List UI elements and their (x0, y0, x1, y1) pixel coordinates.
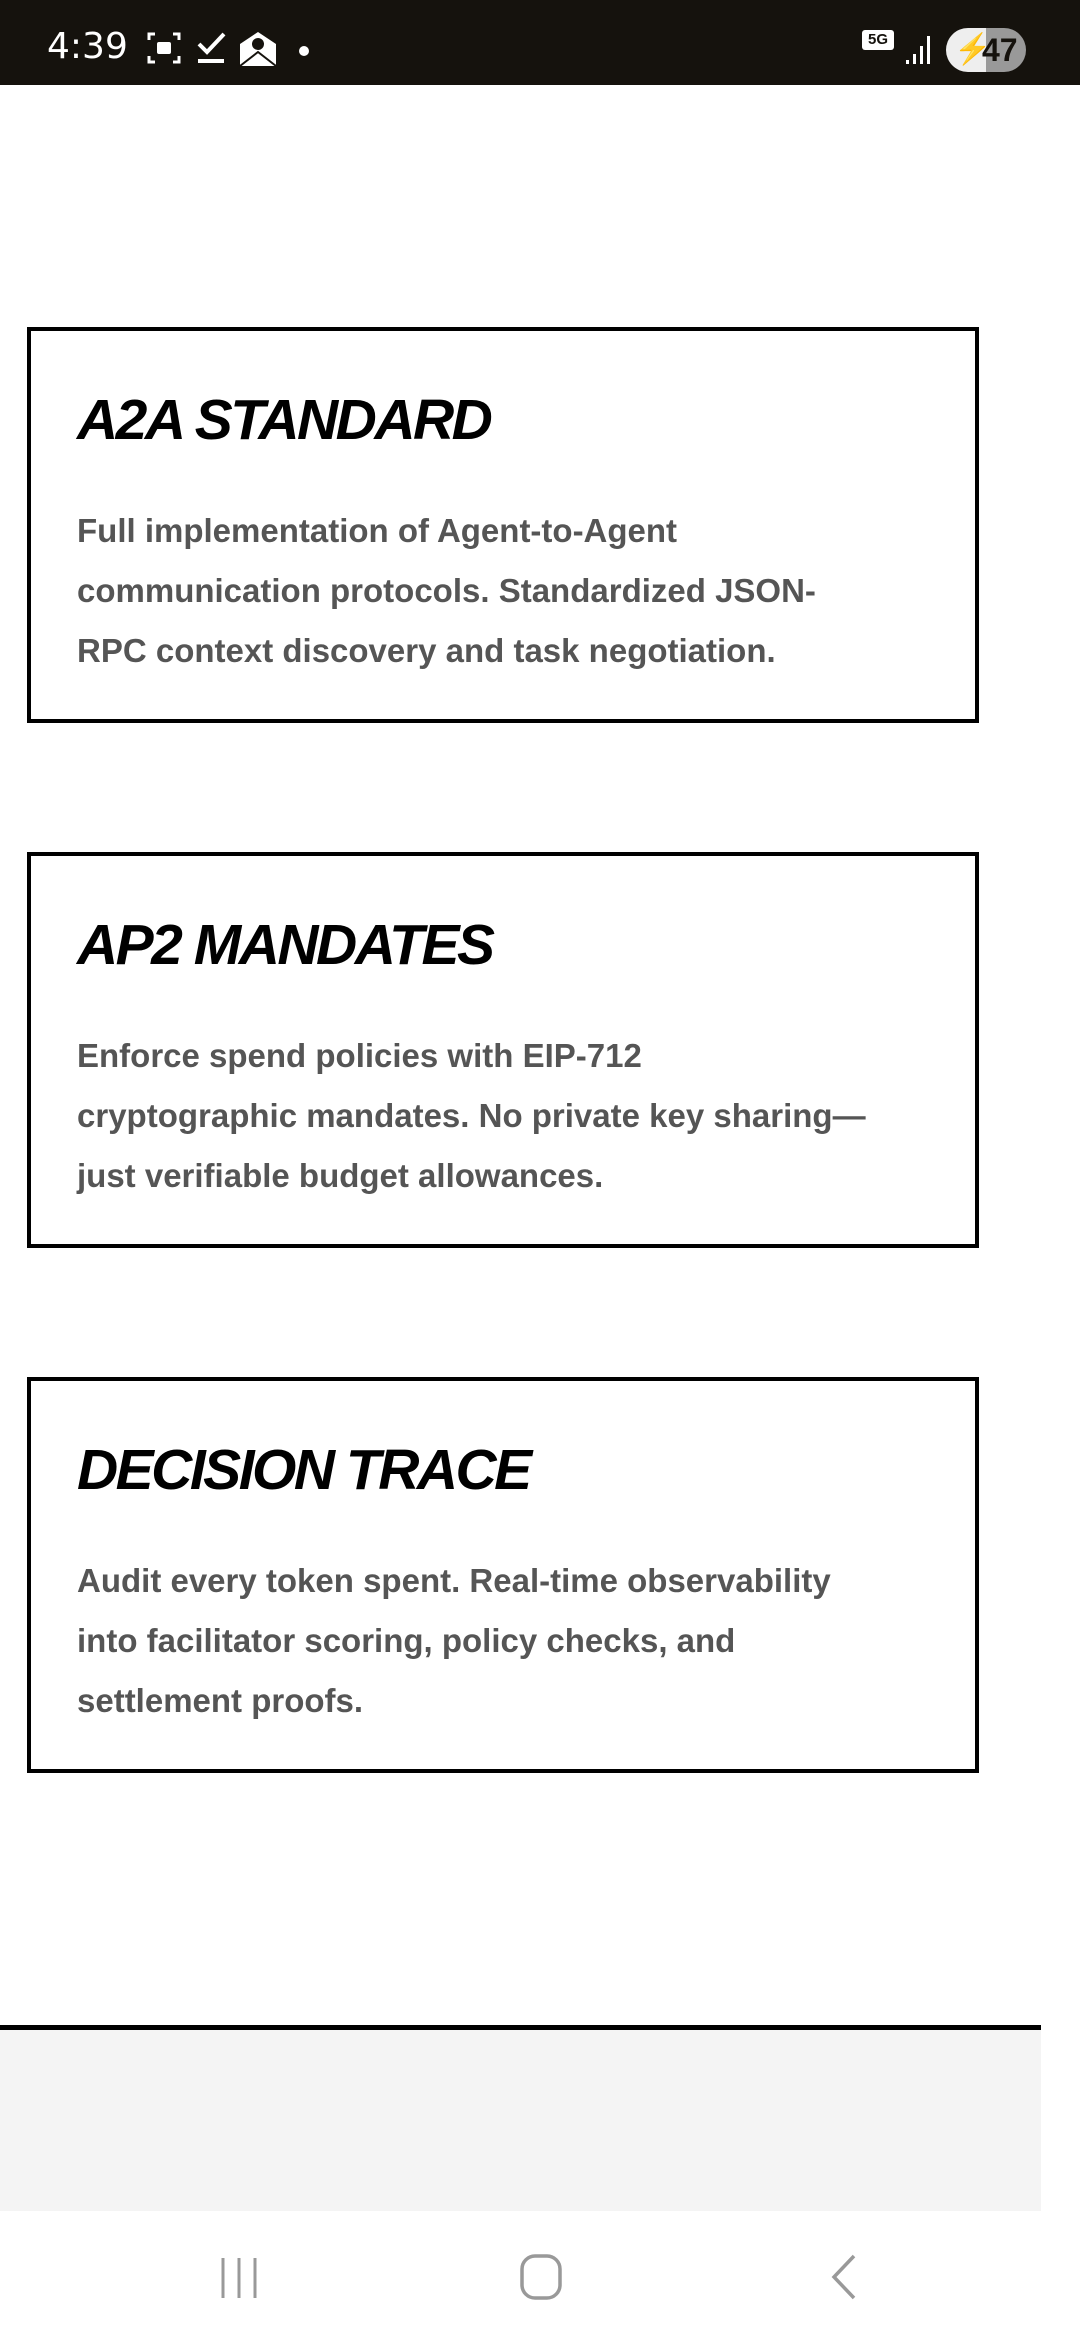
feature-card-a2a (27, 327, 979, 723)
footer (0, 2030, 1041, 2211)
recent-apps-icon[interactable] (215, 2255, 263, 2301)
battery-level: 47 (982, 32, 1018, 68)
card-title: DECISION TRACE (77, 1438, 530, 1502)
description-line: RPC context discovery and task negotiation. (77, 632, 776, 669)
status-bar (0, 0, 1080, 85)
home-icon[interactable] (518, 2253, 564, 2301)
description-line: cryptographic mandates. No private key sharing— (77, 1097, 866, 1134)
card-description (77, 501, 816, 681)
card-title: AP2 MANDATES (77, 913, 493, 977)
5g-icon: 5G (862, 30, 894, 50)
feature-card-ap2 (27, 852, 979, 1248)
navigation-bar (0, 2211, 1080, 2340)
dot-icon (298, 45, 310, 57)
signal-icon (904, 30, 936, 66)
description-line: settlement proofs. (77, 1682, 364, 1719)
check-download-icon (196, 30, 228, 66)
description-line: into facilitator scoring, policy checks, and (77, 1622, 736, 1659)
description-line: just verifiable budget allowances. (77, 1157, 604, 1194)
mail-icon (238, 30, 278, 68)
screenshot-icon (146, 30, 182, 66)
card-description (77, 1026, 866, 1206)
description-line: communication protocols. Standardized JSON- (77, 572, 816, 609)
card-title: A2A STANDARD (77, 388, 491, 452)
card-description (77, 1551, 831, 1731)
feature-card-decision-trace (27, 1377, 979, 1773)
description-line: Audit every token spent. Real-time observability (77, 1562, 831, 1599)
status-time: 4:39 (47, 26, 128, 67)
battery-charging-icon: ⚡ 47 (946, 28, 1026, 72)
back-icon[interactable] (826, 2253, 860, 2301)
description-line: Full implementation of Agent-to-Agent (77, 512, 678, 549)
description-line: Enforce spend policies with EIP-712 (77, 1037, 642, 1074)
